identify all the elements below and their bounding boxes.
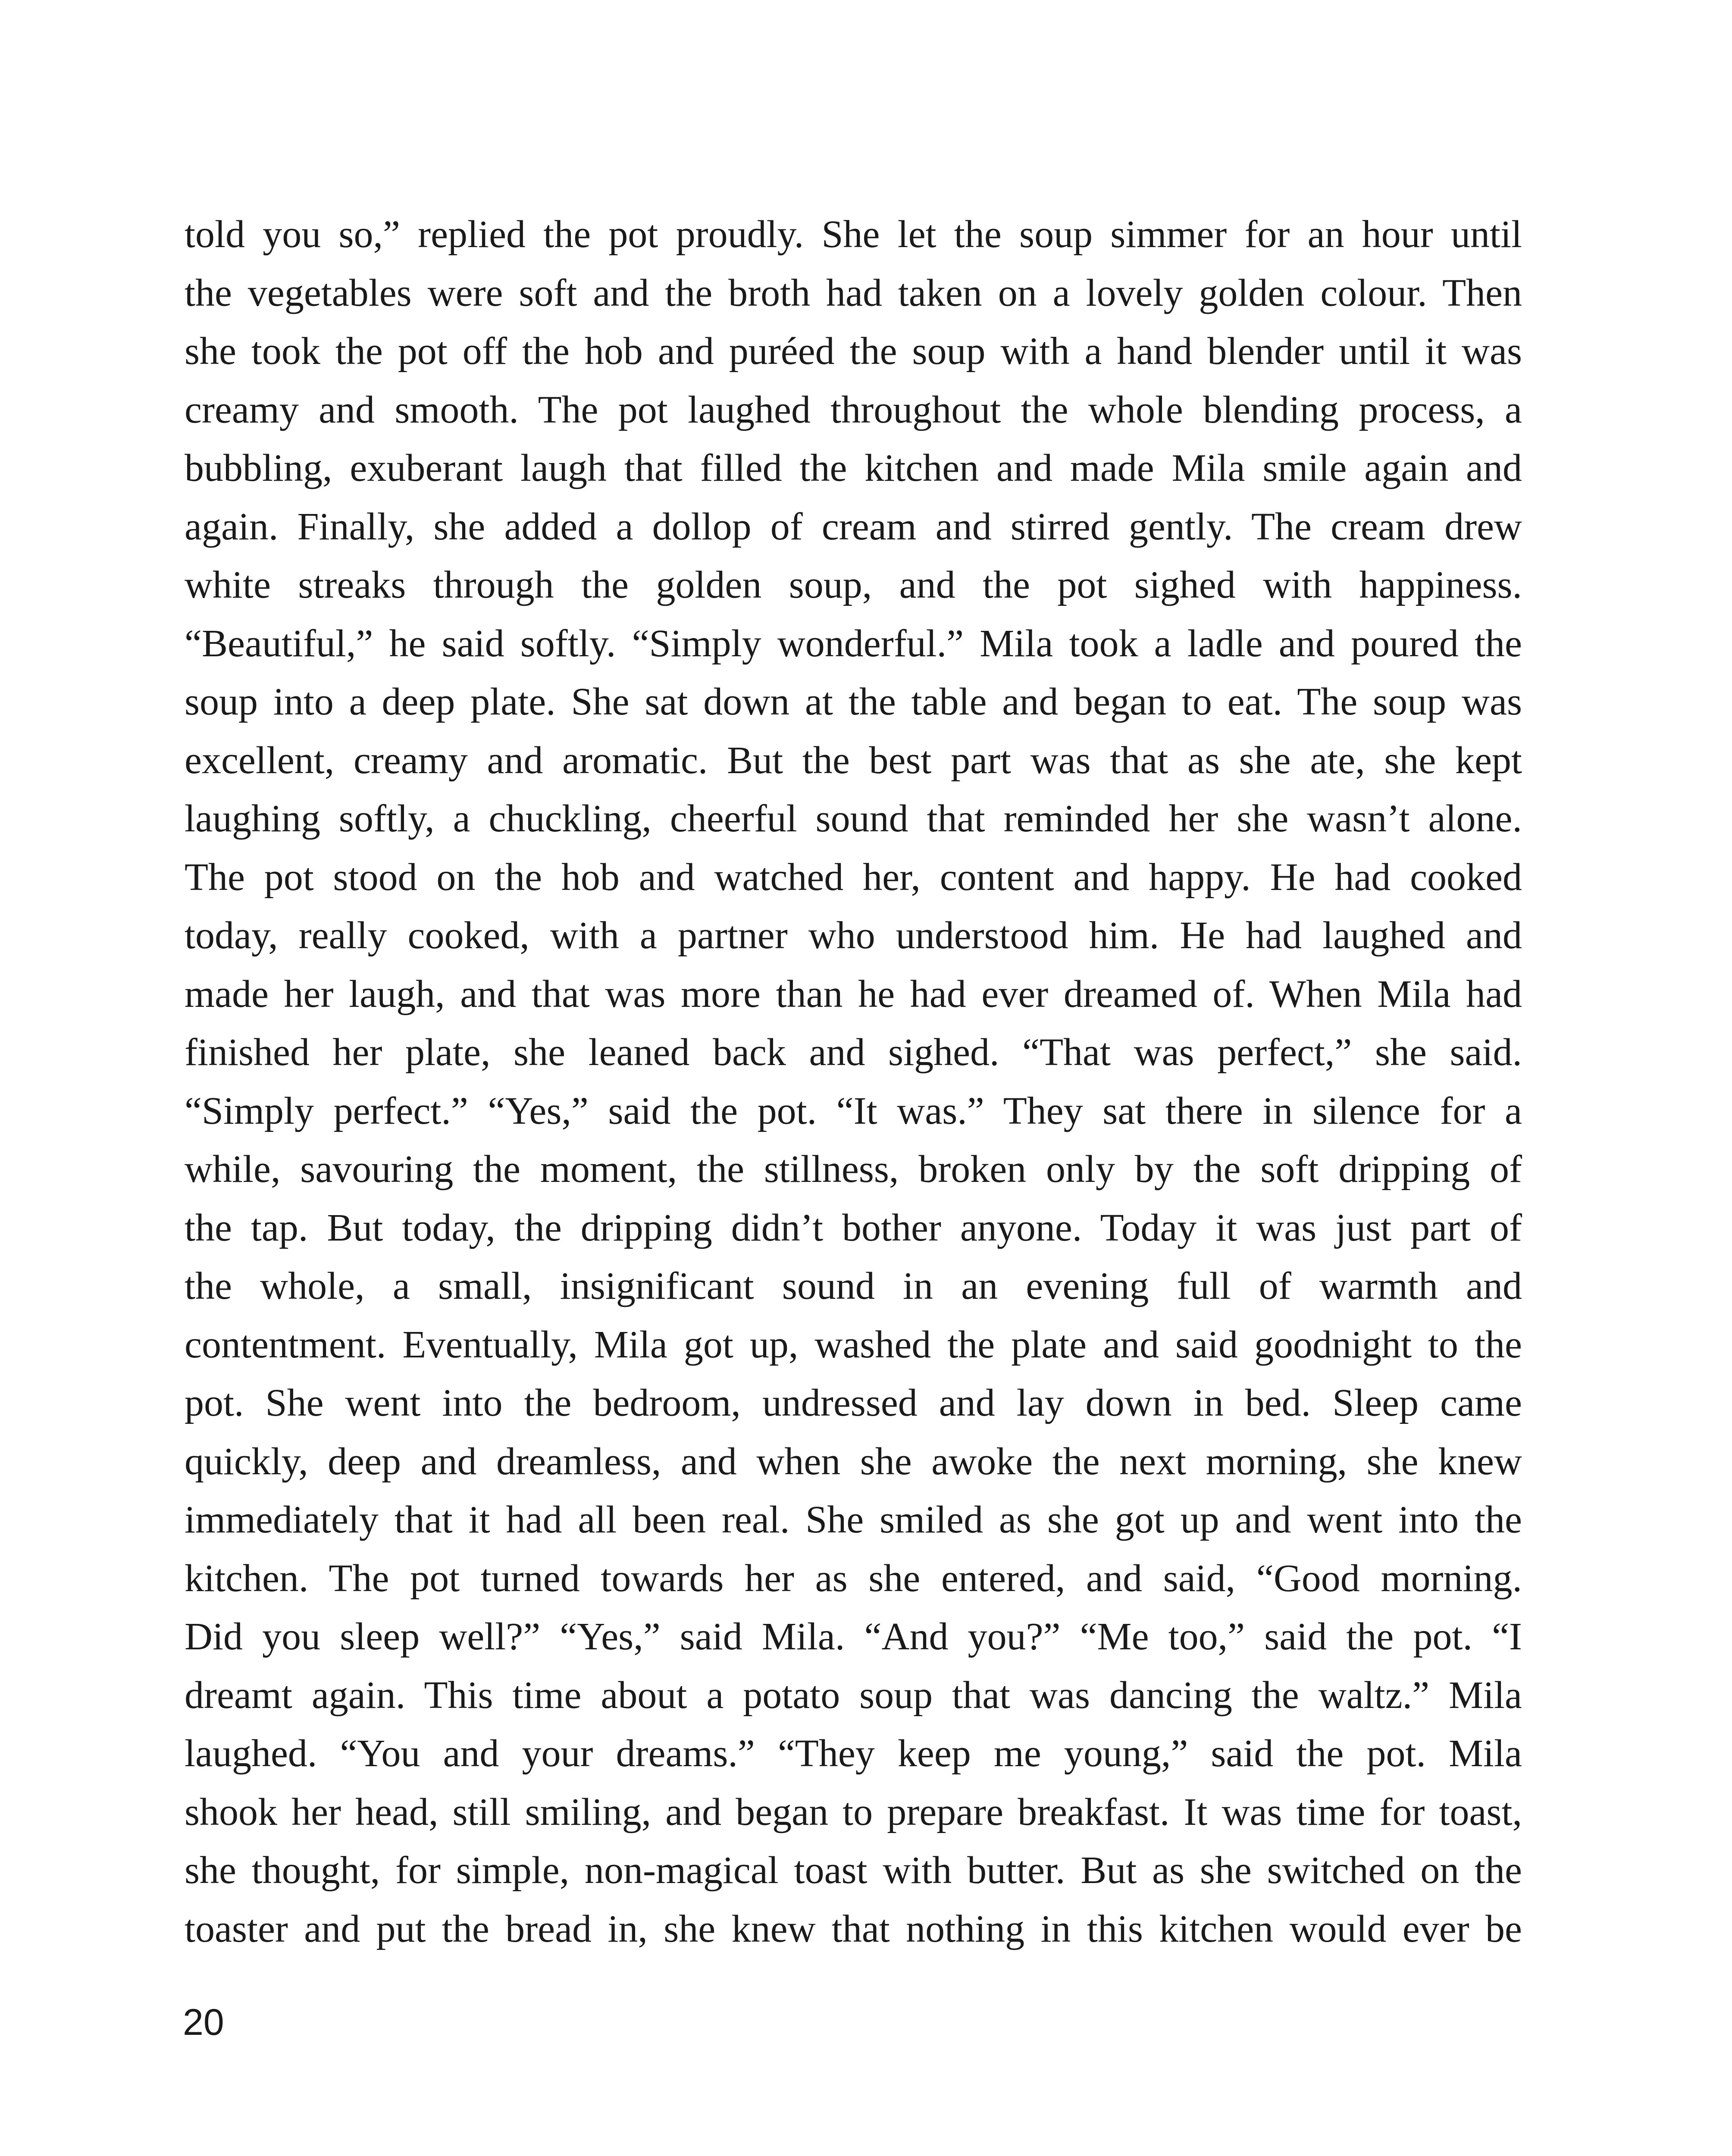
text-line: creamy and smooth. The pot laughed throughout the whole blending process, a [185,388,1522,431]
text-line: pot. She went into the bedroom, undressed and lay down in bed. Sleep came [185,1382,1522,1424]
text-line: the vegetables were soft and the broth had taken on a lovely golden colour. Then [185,271,1522,314]
text-line: made her laugh, and that was more than he had ever dreamed of. When Mila had [185,972,1522,1015]
text-line: toaster and put the bread in, she knew that nothing in this kitchen would ever be [185,1907,1522,1950]
text-line: immediately that it had all been real. She smiled as she got up and went into the [185,1498,1522,1541]
text-line: today, really cooked, with a partner who understood him. He had laughed and [185,914,1522,957]
page-number: 20 [183,2002,224,2043]
text-line: shook her head, still smiling, and began to prepare breakfast. It was time for toast, [185,1790,1522,1833]
text-line: kitchen. The pot turned towards her as she entered, and said, “Good morning. [185,1557,1522,1600]
body-text [185,205,1522,1958]
text-line: finished her plate, she leaned back and sighed. “That was perfect,” she said. [185,1031,1522,1074]
text-line: told you so,” replied the pot proudly. She let the soup simmer for an hour until [185,213,1522,256]
text-line: contentment. Eventually, Mila got up, washed the plate and said goodnight to the [185,1323,1522,1366]
text-line: quickly, deep and dreamless, and when she awoke the next morning, she knew [185,1440,1522,1483]
text-line: white streaks through the golden soup, and the pot sighed with happiness. [185,564,1522,606]
text-line: the tap. But today, the dripping didn’t bother anyone. Today it was just part of [185,1206,1522,1249]
text-line: bubbling, exuberant laugh that filled the kitchen and made Mila smile again and [185,447,1522,489]
text-line: soup into a deep plate. She sat down at the table and began to eat. The soup was [185,680,1522,723]
text-line: dreamt again. This time about a potato soup that was dancing the waltz.” Mila [185,1673,1522,1717]
text-line: The pot stood on the hob and watched her, content and happy. He had cooked [185,856,1522,899]
text-line: she took the pot off the hob and puréed the soup with a hand blender until it was [185,330,1522,373]
text-line: laughing softly, a chuckling, cheerful sound that reminded her she wasn’t alone. [185,797,1522,840]
text-line: the whole, a small, insignificant sound in an evening full of warmth and [185,1265,1522,1307]
text-line: laughed. “You and your dreams.” “They keep me young,” said the pot. Mila [185,1732,1522,1775]
text-line: while, savouring the moment, the stillness, broken only by the soft dripping of [185,1148,1522,1191]
text-line: “Simply perfect.” “Yes,” said the pot. “It was.” They sat there in silence for a [185,1089,1522,1132]
text-line: again. Finally, she added a dollop of cream and stirred gently. The cream drew [185,505,1522,548]
text-line: Did you sleep well?” “Yes,” said Mila. “And you?” “Me too,” said the pot. “I [185,1615,1522,1658]
text-line: excellent, creamy and aromatic. But the best part was that as she ate, she kept [185,739,1522,782]
text-line: she thought, for simple, non-magical toast with butter. But as she switched on the [185,1849,1522,1892]
text-line: “Beautiful,” he said softly. “Simply wonderful.” Mila took a ladle and poured the [185,622,1522,665]
